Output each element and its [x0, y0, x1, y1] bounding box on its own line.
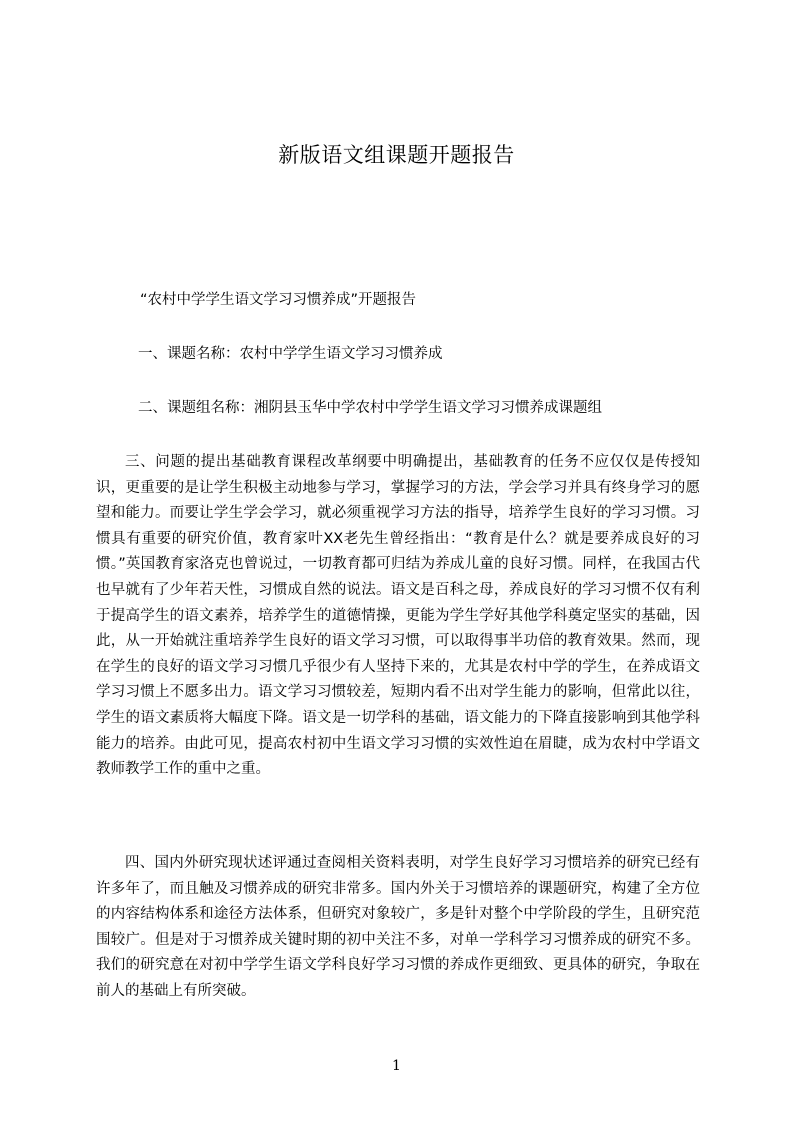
section-1-topic-name: 一、课题名称：农村中学学生语文学习习惯养成: [138, 346, 443, 362]
report-subtitle: “农村中学学生语文学习习惯养成”开题报告: [140, 292, 417, 308]
section-4-paragraph: 四、国内外研究现状述评通过查阅相关资料表明，对学生良好学习习惯培养的研究已经有许多年了，而且触及习惯养成的研究非常多。国内外关于习惯培养的课题研究，构建了全方位的内容结构体系和途径方法体系，但研究对象较广，多是针对整个中学阶段的学生，且研究范围较广。但是对于习惯养成关键时期的初中关注不多，对单一学科学习习惯养成的研究不多。我们的研究意在对初中学学生语文学科良好学习习惯的养成作更细致、更具体的研究，争取在前人的基础上有所突破。: [96, 855, 700, 999]
section-3-paragraph: 三、问题的提出基础教育课程改革纲要中明确提出，基础教育的任务不应仅仅是传授知识，更重要的是让学生积极主动地参与学习，掌握学习的方法，学会学习并具有终身学习的愿望和能力。而要让学生学会学习，就必须重视学习方法的指导，培养学生良好的学习习惯。习惯具有重要的研究价值，教育家叶XX老先生曾经指出：“教育是什么？就是要养成良好的习惯。”英国教育家洛克也曾说过，一切教育都可归结为养成儿童的良好习惯。同样，在我国古代也早就有了少年若天性，习惯成自然的说法。语文是百科之母，养成良好的学习习惯不仅有利于提高学生的语文素养，培养学生的道德情操，更能为学生学好其他学科奠定坚实的基础，因此，从一开始就注重培养学生良好的语文学习习惯，可以取得事半功倍的教育效果。然而，现在学生的良好的语文学习习惯几乎很少有人坚持下来的，尤其是农村中学的学生，在养成语文学习习惯上不愿多出力。语文学习习惯较差，短期内看不出对学生能力的影响，但常此以往，学生的语文素质将大幅度下降。语文是一切学科的基础，语文能力的下降直接影响到其他学科能力的培养。由此可见，提高农村初中生语文学习习惯的实效性迫在眉睫，成为农村中学语文教师教学工作的重中之重。: [96, 454, 700, 778]
section-2-group-name: 二、课题组名称：湘阴县玉华中学农村中学学生语文学习习惯养成课题组: [138, 400, 602, 416]
document-title: 新版语文组课题开题报告: [278, 143, 515, 167]
page-number: 1: [392, 1058, 401, 1074]
